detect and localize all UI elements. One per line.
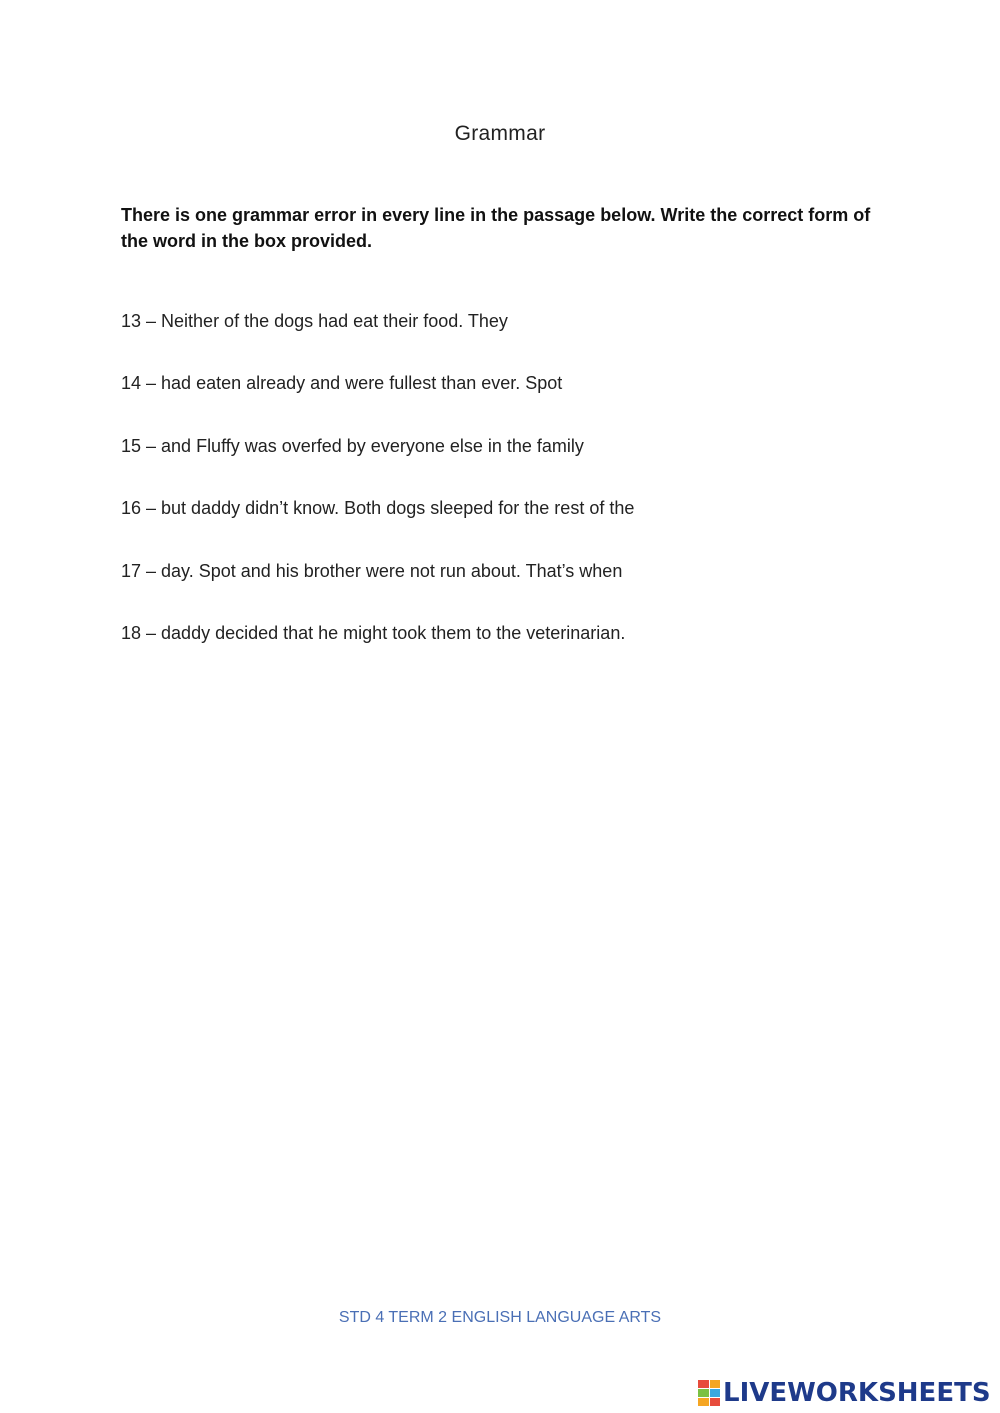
footer-course-label: STD 4 TERM 2 ENGLISH LANGUAGE ARTS (338, 1309, 662, 1326)
passage-line-15: 15 – and Fluffy was overfed by everyone else in the family (121, 436, 584, 456)
passage-line-18: 18 – daddy decided that he might took them to the veterinarian. (121, 623, 626, 643)
passage-line-16: 16 – but daddy didn’t know. Both dogs sleeped for the rest of the (121, 498, 635, 518)
brand-name: LIVEWORKSHEETS (723, 1378, 991, 1408)
liveworksheets-logo-icon (698, 1380, 720, 1406)
passage-line-13: 13 – Neither of the dogs had eat their food. They (121, 311, 508, 331)
passage-line-17: 17 – day. Spot and his brother were not run about. That’s when (121, 561, 623, 581)
liveworksheets-brand (698, 1378, 991, 1408)
passage-line-14: 14 – had eaten already and were fullest than ever. Spot (121, 373, 563, 393)
instructions: There is one grammar error in every line in the passage below. Write the correct form of the word in the box provided. (121, 205, 871, 251)
page-title: Grammar (454, 122, 546, 145)
